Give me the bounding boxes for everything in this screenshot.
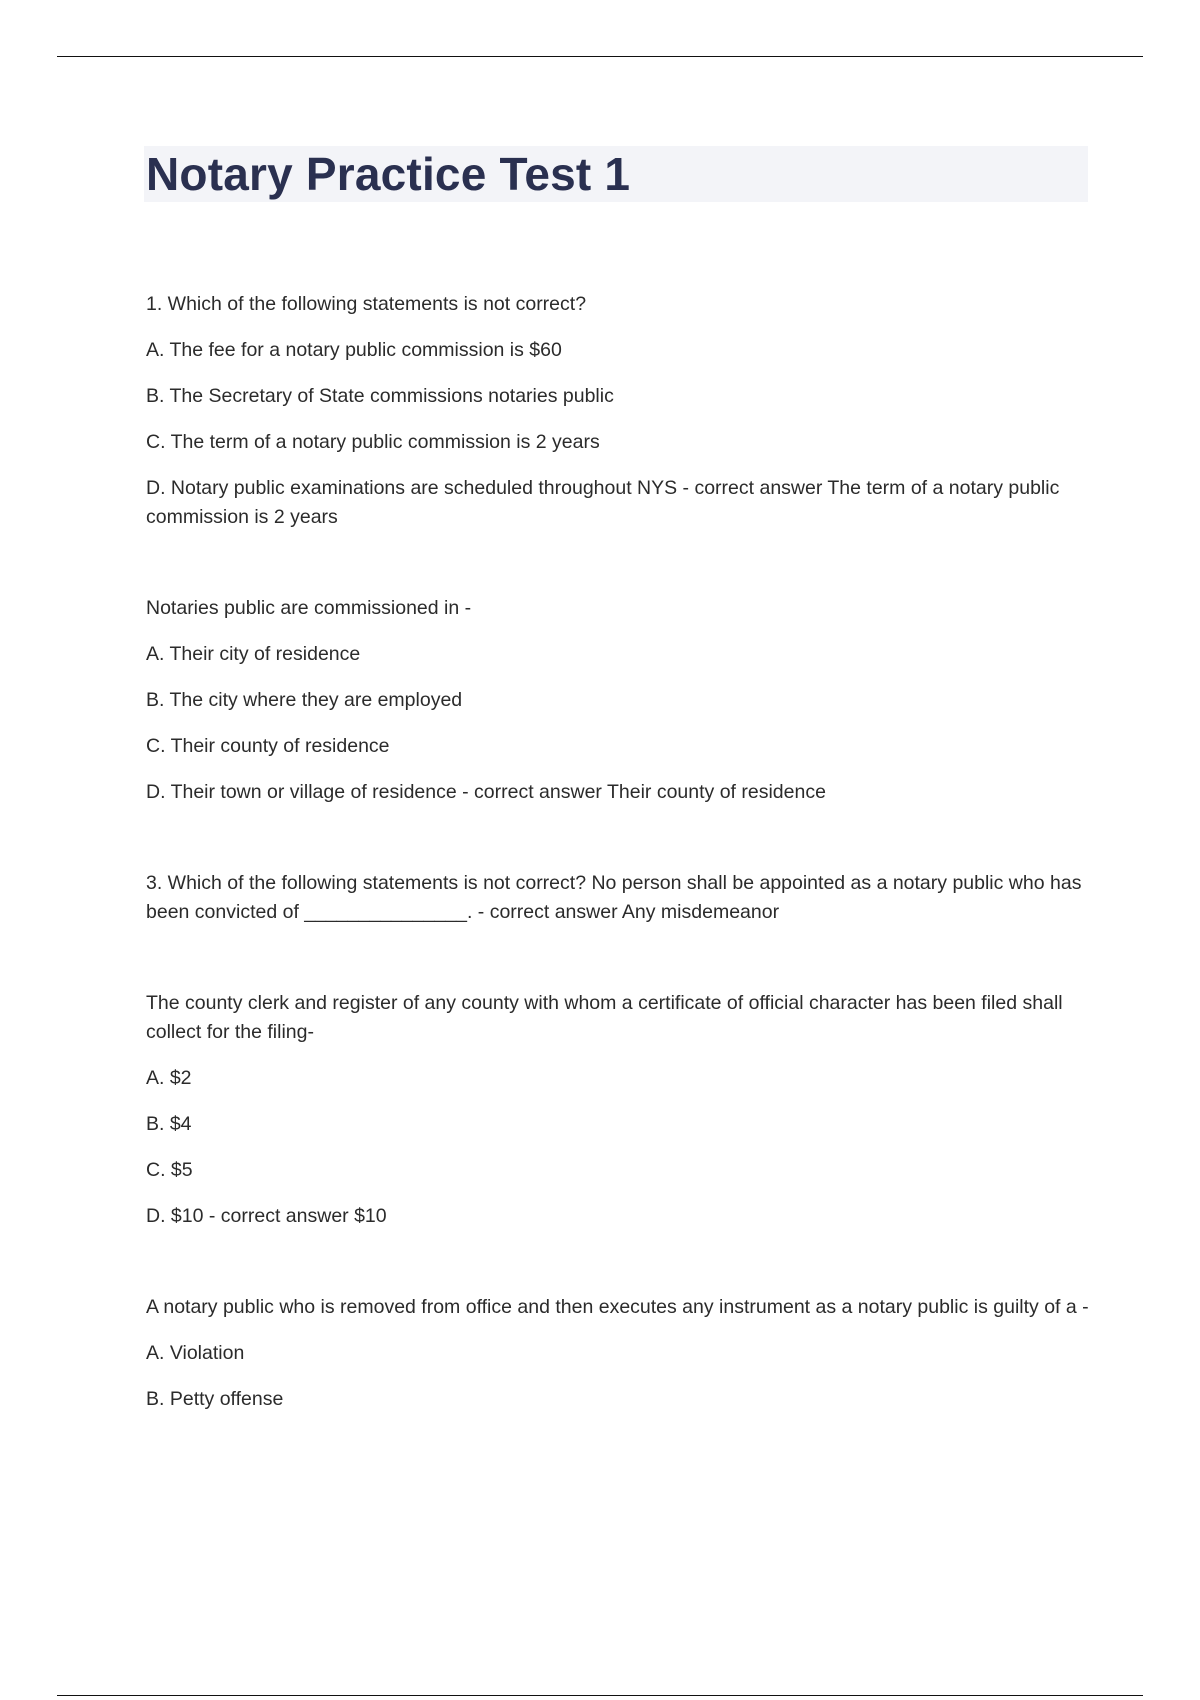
answer-option: D. $10 - correct answer $10 (146, 1205, 387, 1227)
page-title: Notary Practice Test 1 (146, 148, 631, 200)
answer-option: B. The city where they are employed (146, 689, 463, 711)
question-text: The county clerk and register of any county with whom a certificate of official character has been filed shall collect for the filing- (146, 992, 1063, 1043)
question-text: 1. Which of the following statements is not correct? (146, 293, 587, 315)
question-text: 3. Which of the following statements is not correct? No person shall be appointed as a notary public who has been convicted of _______________. - correct answer Any misdemeanor (146, 872, 1082, 923)
question-text: Notaries public are commissioned in - (146, 597, 472, 619)
answer-option: B. The Secretary of State commissions notaries public (146, 385, 614, 407)
footer-rule (57, 1695, 1143, 1696)
answer-option: A. The fee for a notary public commission is $60 (146, 339, 562, 361)
question-list (146, 290, 1091, 1476)
header-rule (57, 56, 1143, 57)
answer-option: A. Violation (146, 1342, 245, 1364)
question-block (146, 869, 1091, 927)
question-block (146, 290, 1091, 532)
question-text: A notary public who is removed from office and then executes any instrument as a notary public is guilty of a - (146, 1296, 1089, 1318)
answer-option: D. Their town or village of residence - correct answer Their county of residence (146, 781, 826, 803)
answer-option: A. Their city of residence (146, 643, 361, 665)
answer-option: D. Notary public examinations are scheduled throughout NYS - correct answer The term of a notary public commission is 2 years (146, 477, 1060, 528)
answer-option: B. Petty offense (146, 1388, 284, 1410)
answer-option: A. $2 (146, 1067, 192, 1089)
question-block (146, 594, 1091, 807)
question-block (146, 989, 1091, 1231)
answer-option: C. $5 (146, 1159, 193, 1181)
answer-option: B. $4 (146, 1113, 192, 1135)
answer-option: C. The term of a notary public commission is 2 years (146, 431, 600, 453)
answer-option: C. Their county of residence (146, 735, 390, 757)
question-block (146, 1293, 1091, 1414)
